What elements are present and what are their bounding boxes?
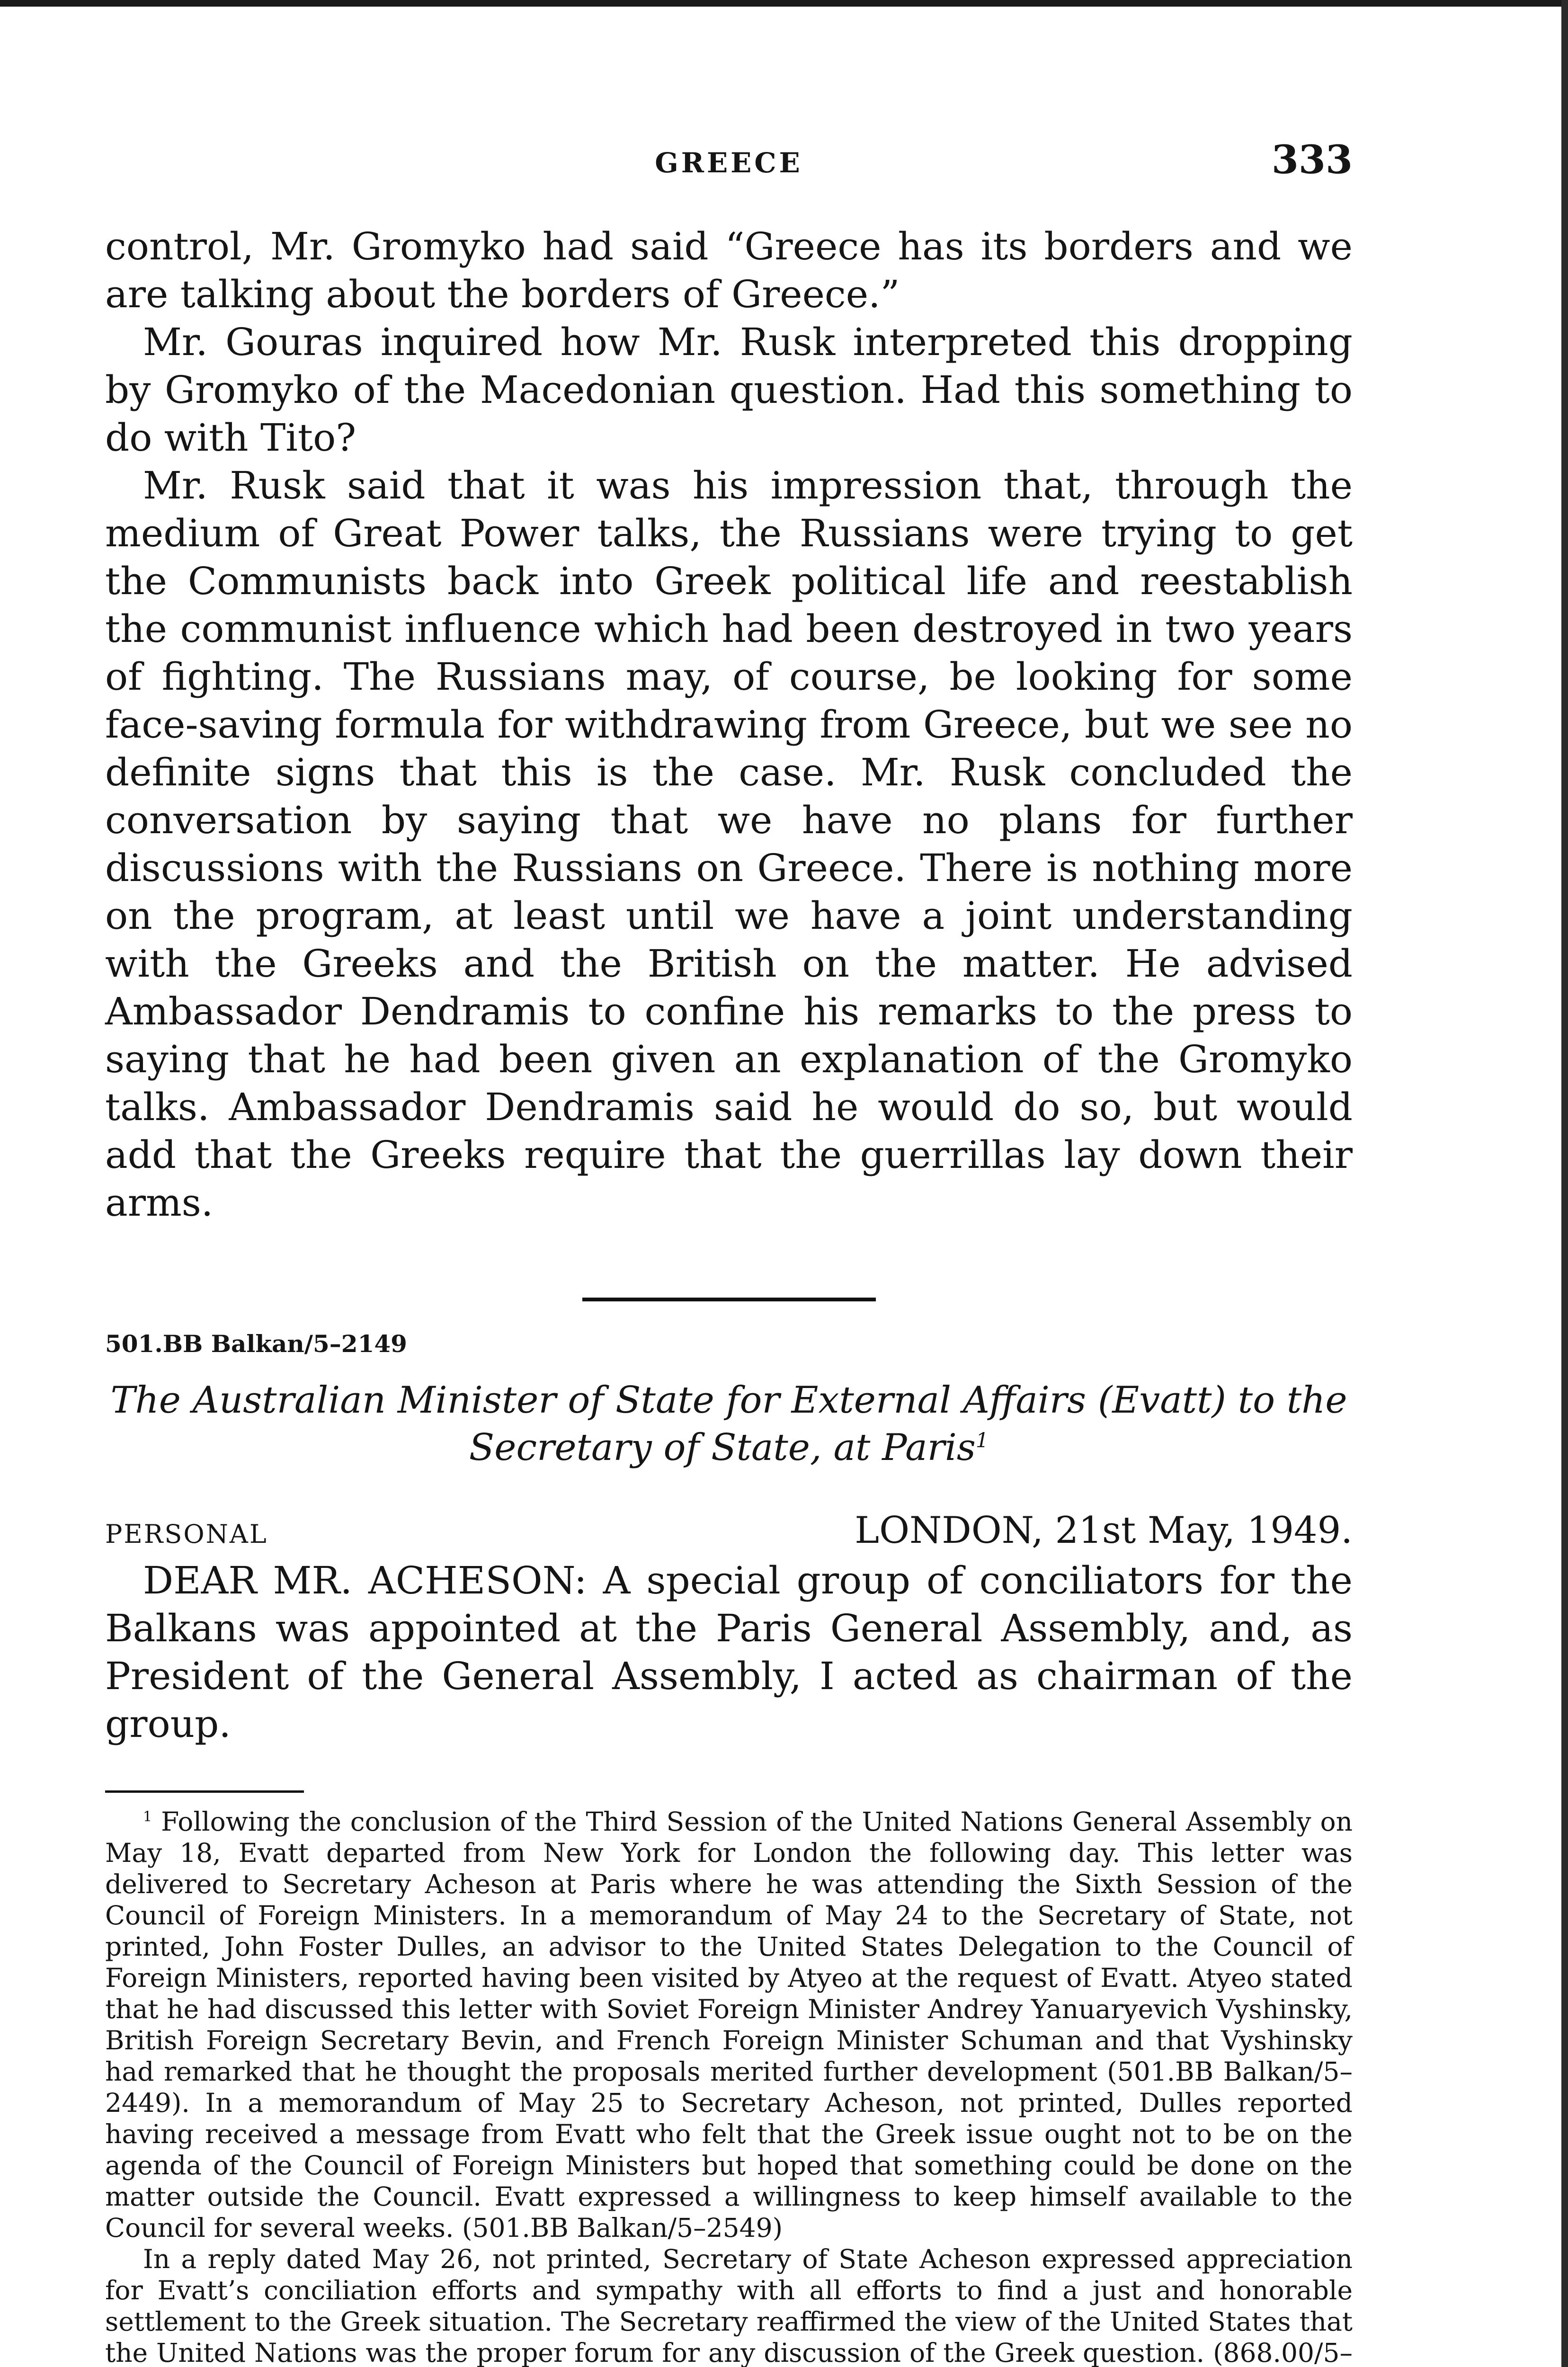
footnote-1-paragraph-2: In a reply dated May 26, not printed, Secretary of State Acheson expressed appreciation for Evatt’s conciliation efforts and sympathy with all efforts to find a just and honorable settlement to the Greek situation. The Secretary reaffirmed the view of the United States that the United Nations was the proper forum for any discussion of the Greek question. (868.00/5– [105,2244,1353,2367]
letter-opening [105,1557,1353,1748]
salutation: DEAR MR. ACHESON: [143,1558,587,1602]
opening-text: A special group of conciliators for the Balkans was appointed at the Paris General Assembly, and, as President of the General Assembly, I acted as chairman of the group. [105,1558,1353,1746]
running-head: GREECE [655,147,803,179]
footnote-1-text: Following the conclusion of the Third Session of the United Nations General Assembly on May 18, Evatt departed from New York for London the following day. This letter was delivered to Secretary Acheson at Paris where he was attending the Sixth Session of the Council of Foreign Ministers. In a memorandum of May 24 to the Secretary of State, not printed, John Foster Dulles, an advisor to the United States Delegation to the Council of Foreign Ministers, reported having been visited by Atyeo at the request of Evatt. Atyeo stated that he had discussed this letter with Soviet Foreign Minister Andrey Yanuaryevich Vyshinsky, British Foreign Secretary Bevin, and French Foreign Minister Schuman and that Vyshinsky had remarked that he thought the proposals merited further development (501.BB Balkan/5–2449). In a memorandum of May 25 to Secretary Acheson, not printed, Dulles reported having received a message from Evatt who felt that the Greek issue ought not to be on the agenda of the Council of Foreign Ministers but hoped that something could be done on the matter outside the Council. Evatt expressed a willingness to keep himself available to the Council for several weeks. (501.BB Balkan/5–2549) [105,1806,1353,2243]
page-body [105,222,1353,2367]
dateline: LONDON, 21st May, 1949. [855,1509,1353,1552]
body-paragraph-2: Mr. Gouras inquired how Mr. Rusk interpreted this dropping by Gromyko of the Macedonian question. Had this something to do with Tito? [105,320,1353,460]
footnote-1-paragraph-1 [105,1806,1353,2243]
page-top-edge [0,0,1568,7]
classification-label: PERSONAL [105,1519,268,1549]
file-reference: 501.BB Balkan/5–2149 [105,1330,407,1358]
document-title [105,1377,1353,1471]
body-paragraph-1: control, Mr. Gromyko had said “Greece has its borders and we are talking about the borders of Greece.” [105,224,1353,316]
footnote-marker: 1 [143,1808,152,1825]
page-number: 333 [1271,137,1353,183]
body-paragraph-3: Mr. Rusk said that it was his impression that, through the medium of Great Power talks, the Russians were trying to get the Communists back into Greek political life and reestablish the communist influence which had been destroyed in two years of fighting. The Russians may, of course, be looking for some face-saving formula for withdrawing from Greece, but we see no definite signs that this is the case. Mr. Rusk concluded the conversation by saying that we have no plans for further discussions with the Russians on Greece. There is nothing more on the program, at least until we have a joint understanding with the Greeks and the British on the matter. He advised Ambassador Dendramis to confine his remarks to the press to saying that he had been given an explanation of the Gromyko talks. Ambassador Dendramis said he would do so, but would add that the Greeks require that the guerrillas lay down their arms. [105,463,1353,1225]
footnote-divider [105,1790,304,1793]
section-divider [582,1298,876,1301]
page-right-edge [1561,0,1568,2367]
document-title-text: The Australian Minister of State for External Affairs (Evatt) to the Secretary of State, at Paris [110,1379,1347,1469]
title-footnote-marker: 1 [975,1429,989,1452]
page-header [105,137,1353,189]
letter-meta [105,1509,1353,1552]
